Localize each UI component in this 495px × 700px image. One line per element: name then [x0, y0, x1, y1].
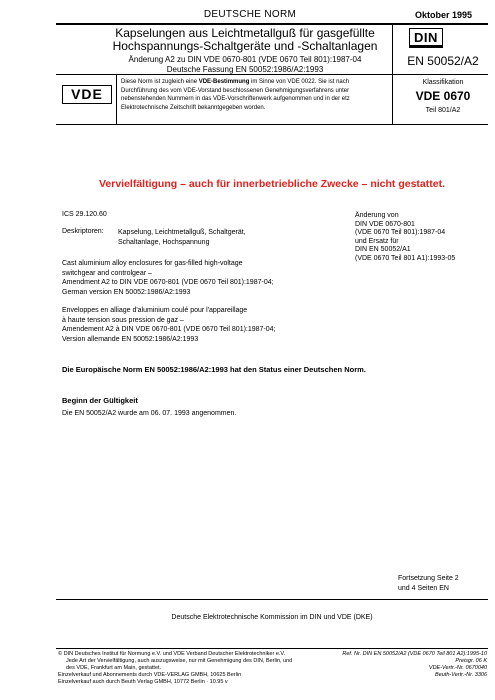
status-statement: Die Europäische Norm EN 50052:1986/A2:1993 hat den Status einer Deutschen Norm.	[62, 365, 366, 374]
footer-line: © DIN Deutsches Institut für Normung e.V. und VDE Verband Deutscher Elektrotechniker e.V.	[58, 651, 286, 657]
document-subtitle	[100, 55, 390, 74]
footer-ref-line: Beuth-Vertr.-Nr. 3306	[435, 672, 487, 678]
continuation-line: und 4 Seiten EN	[398, 584, 449, 592]
notice-text: Diese Norm ist zugleich eine	[121, 79, 199, 85]
reproduction-notice: Vervielfältigung – auch für innerbetriebliche Zwecke – nicht gestattet.	[98, 178, 445, 190]
classification-part: Teil 801/A2	[425, 107, 461, 114]
notice-line: Durchführung des vom VDE-Vorstand beschlossenen Genehmigungsverfahrens unter	[121, 87, 350, 94]
validity-heading: Beginn der Gültigkeit	[62, 396, 138, 405]
notice-text: im Sinne von VDE 0022. Sie ist nach	[249, 79, 350, 85]
footer-ref-line: Ref. Nr. DIN EN 50052/A2 (VDE 0670 Teil 801 A2):1995-10	[342, 651, 487, 657]
notice-bold-text: VDE-Bestimmung	[198, 79, 250, 85]
subtitle-line: Deutsche Fassung EN 50052:1986/A2:1993	[166, 64, 324, 74]
footer-line: Einzelverkauf auch durch Beuth Verlag GMBH, 10772 Berlin · 10.95 v	[58, 679, 228, 685]
norm-label: DEUTSCHE NORM	[203, 9, 297, 20]
french-title	[62, 306, 276, 344]
replacement-line: DIN EN 50052/A1	[355, 246, 411, 253]
descriptor-line: Schaltanlage, Hochspannung	[118, 238, 210, 246]
french-line: à haute tension sous pression de gaz –	[62, 316, 184, 324]
descriptors-list	[118, 228, 246, 247]
french-line: Version allemande EN 50052:1986/A2:1993	[62, 335, 199, 343]
commission-name: Deutsche Elektrotechnische Kommission im DIN und VDE (DKE)	[171, 614, 373, 621]
vde-notice	[121, 78, 389, 112]
english-line: German version EN 50052:1986/A2:1993	[62, 288, 191, 296]
notice-line: Elektrotechnische Zeitschrift bekanntgegeben worden.	[121, 104, 266, 111]
footer-reference	[325, 651, 487, 679]
issue-date: Oktober 1995	[415, 10, 473, 20]
commission-rule	[56, 599, 488, 600]
replacement-line: Änderung von	[355, 212, 399, 219]
descriptors-label: Deskriptoren:	[62, 228, 104, 235]
din-logo-text: DIN	[414, 30, 438, 45]
vde-logo-text: VDE	[71, 86, 103, 102]
replacement-line: (VDE 0670 Teil 801):1987-04	[355, 229, 446, 236]
replacement-info	[355, 212, 455, 263]
footer-rule	[56, 648, 488, 649]
info-rule	[56, 124, 488, 125]
title-line: Hochspannungs-Schaltgeräte und -Schaltanlagen	[112, 39, 378, 53]
english-line: Cast aluminium alloy enclosures for gas-filled high-voltage	[62, 260, 243, 267]
info-left-divider	[116, 75, 117, 124]
validity-text: Die EN 50052/A2 wurde am 06. 07. 1993 angenommen.	[62, 410, 237, 417]
descriptor-line: Kapselung, Leichtmetallguß, Schaltgerät,	[118, 229, 246, 236]
english-line: Amendment A2 to DIN VDE 0670-801 (VDE 0670 Teil 801):1987-04;	[62, 279, 274, 286]
continuation-line: Fortsetzung Seite 2	[398, 575, 459, 582]
english-line: switchgear and controlgear –	[62, 269, 152, 277]
notice-line: nebenstehenden Nummern in das VDE-Vorschriftenwerk aufgenommen und in der etz	[121, 96, 350, 102]
subtitle-line: Änderung A2 zu DIN VDE 0670-801 (VDE 0670 Teil 801):1987-04	[128, 55, 362, 64]
footer-copyright	[58, 651, 292, 686]
french-line: Enveloppes en alliage d'aluminium coulé pour l'appareillage	[62, 307, 248, 314]
classification-number: VDE 0670	[415, 89, 471, 103]
classification-label: Klassifikation	[422, 79, 464, 86]
notice-line	[121, 78, 389, 87]
english-title	[62, 259, 274, 297]
header-rule	[56, 74, 488, 75]
title-line: Kapselungen aus Leichtmetallguß für gasgefüllte	[115, 26, 375, 40]
footer-line: des VDE, Frankfurt am Main, gestattet.	[66, 665, 162, 671]
din-logo	[409, 28, 443, 48]
top-rule	[56, 23, 488, 25]
replacement-line: und Ersatz für	[355, 237, 399, 245]
replacement-line: (VDE 0670 Teil 801 A1):1993-05	[355, 254, 456, 262]
document-title	[100, 27, 390, 53]
continuation-note	[398, 574, 459, 593]
document-number: EN 50052/A2	[407, 54, 479, 68]
footer-line: Einzelverkauf und Abonnements durch VDE-VERLAG GMBH, 10625 Berlin	[58, 672, 242, 678]
footer-line: Jede Art der Vervielfältigung, auch auszugsweise, nur mit Genehmigung des DIN, Berlin, und	[66, 658, 293, 664]
ics-code: ICS 29.120.60	[62, 211, 107, 218]
french-line: Amendement A2 à DIN VDE 0670-801 (VDE 0670 Teil 801):1987-04;	[62, 326, 276, 333]
replacement-line: DIN VDE 0670-801	[355, 220, 415, 228]
footer-ref-line: Preisgr. 06 K	[455, 658, 487, 664]
footer-ref-line: VDE-Vertr.-Nr. 0670040	[428, 665, 487, 671]
vde-logo	[62, 85, 112, 104]
